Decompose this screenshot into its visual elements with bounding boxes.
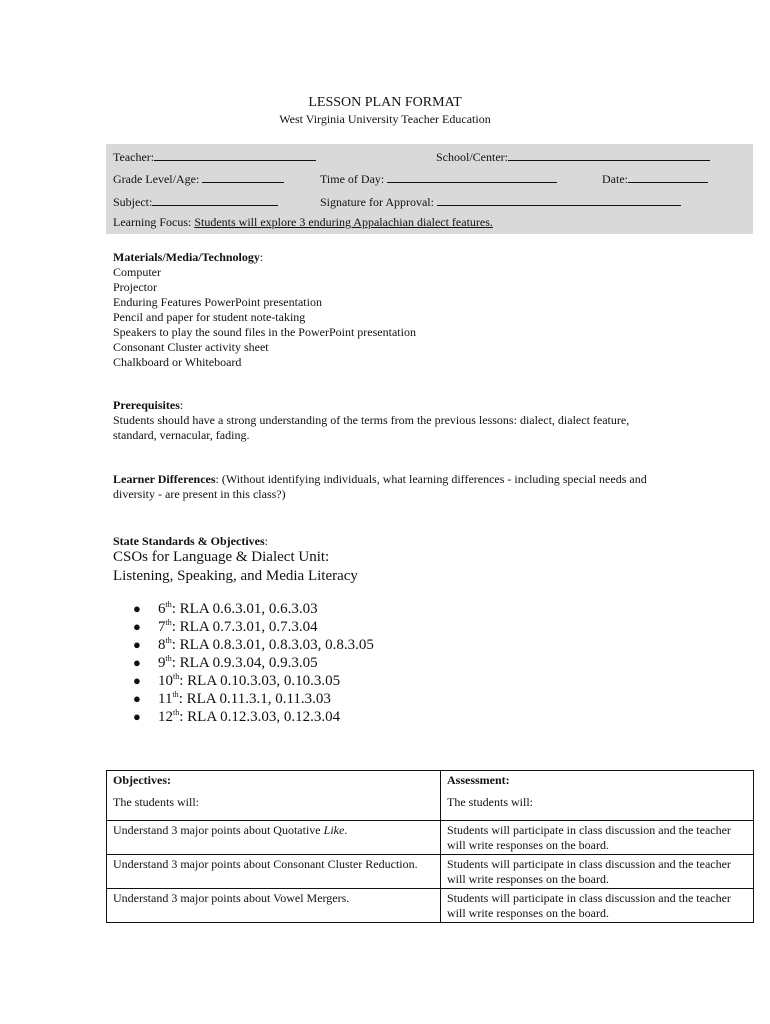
assessment-heading: Assessment (447, 773, 506, 787)
material-item: Computer (113, 265, 161, 279)
standard-item: ● 11th: RLA 0.11.3.1, 0.11.3.03 (133, 690, 331, 707)
cso-line-2: Listening, Speaking, and Media Literacy (113, 568, 358, 584)
objective-cell: Understand 3 major points about Quotative Like. (107, 821, 441, 855)
prerequisites-text: Students should have a strong understanding of the terms from the previous lessons: dialect, dialect feature, standard, vernacular, fading. (113, 413, 630, 442)
teacher-blank[interactable] (154, 148, 316, 161)
table-row (107, 821, 754, 855)
grade-field[interactable]: Grade Level/Age: (113, 170, 284, 187)
material-item: Projector (113, 280, 157, 294)
school-field[interactable]: School/Center: (436, 148, 710, 165)
cso-block (113, 548, 358, 586)
objective-cell: Understand 3 major points about Consonant Cluster Reduction. (107, 855, 441, 889)
table-header-row (107, 771, 754, 821)
bullet-icon: ● (133, 709, 141, 724)
prerequisites-section: Prerequisites: Students should have a strong understanding of the terms from the previous lessons: dialect, dialect feature, standard, vernacular, fading. (113, 398, 673, 443)
assessment-cell: Students will participate in class discussion and the teacher will write responses on the board. (441, 889, 754, 923)
bullet-icon: ● (133, 637, 141, 652)
school-blank[interactable] (508, 148, 710, 161)
table-row (107, 855, 754, 889)
prerequisites-heading: Prerequisites (113, 398, 180, 412)
teacher-field[interactable]: Teacher: (113, 148, 316, 165)
learner-text: (Without identifying individuals, what learning differences - including special needs and diversity - are present in this class?) (113, 472, 647, 501)
bullet-icon: ● (133, 601, 141, 616)
standard-item: ● 12th: RLA 0.12.3.03, 0.12.3.04 (133, 708, 341, 725)
grade-blank[interactable] (202, 170, 284, 183)
objectives-header-cell: Objectives: The students will: (107, 771, 441, 821)
standard-item: ● 7th: RLA 0.7.3.01, 0.7.3.04 (133, 618, 318, 635)
cso-line-1: CSOs for Language & Dialect Unit: (113, 549, 330, 565)
standard-item: ● 6th: RLA 0.6.3.01, 0.6.3.03 (133, 600, 318, 617)
standards-list (133, 600, 374, 726)
objectives-heading: Objectives (113, 773, 167, 787)
subject-blank[interactable] (152, 193, 278, 206)
table-row (107, 889, 754, 923)
materials-heading: Materials/Media/Technology (113, 250, 260, 264)
doc-title: LESSON PLAN FORMAT (308, 95, 462, 110)
time-blank[interactable] (387, 170, 557, 183)
header-info-box (106, 144, 753, 234)
standards-section: State Standards & Objectives: (113, 534, 269, 548)
assessment-subheading: The students will: (447, 795, 533, 809)
material-item: Chalkboard or Whiteboard (113, 355, 242, 369)
bullet-icon: ● (133, 619, 141, 634)
materials-section: Materials/Media/Technology: Computer Projector Enduring Features PowerPoint presentation Pencil and paper for student note-taking Speakers to play the sound files in the PowerPoint presentation Consonant Cluster activity sheet Chalkboard or Whiteboard (113, 250, 416, 369)
standard-item: ● 10th: RLA 0.10.3.03, 0.10.3.05 (133, 672, 341, 689)
standard-item: ● 9th: RLA 0.9.3.04, 0.9.3.05 (133, 654, 318, 671)
date-blank[interactable] (628, 170, 708, 183)
time-field[interactable]: Time of Day: (320, 170, 557, 187)
learning-focus: Learning Focus: Students will explore 3 enduring Appalachian dialect features. (113, 215, 493, 229)
standard-item: ● 8th: RLA 0.8.3.01, 0.8.3.03, 0.8.3.05 (133, 636, 374, 653)
date-field[interactable]: Date: (602, 170, 708, 187)
learner-differences-section: Learner Differences: (Without identifying individuals, what learning differences - including special needs and diversity - are present in this class?) (113, 472, 647, 501)
bullet-icon: ● (133, 673, 141, 688)
signature-field[interactable]: Signature for Approval: (320, 193, 681, 210)
learner-heading: Learner Differences (113, 472, 216, 486)
assessment-cell: Students will participate in class discussion and the teacher will write responses on the board. (441, 855, 754, 889)
material-item: Speakers to play the sound files in the PowerPoint presentation (113, 325, 416, 339)
material-item: Consonant Cluster activity sheet (113, 340, 269, 354)
assessment-cell: Students will participate in class discussion and the teacher will write responses on the board. (441, 821, 754, 855)
learning-focus-value: Students will explore 3 enduring Appalachian dialect features. (194, 215, 493, 229)
bullet-icon: ● (133, 655, 141, 670)
objective-cell: Understand 3 major points about Vowel Mergers. (107, 889, 441, 923)
signature-blank[interactable] (437, 193, 681, 206)
standards-heading: State Standards & Objectives (113, 534, 265, 548)
bullet-icon: ● (133, 691, 141, 706)
doc-subtitle: West Virginia University Teacher Education (279, 112, 491, 126)
subject-field[interactable]: Subject: (113, 193, 278, 210)
material-item: Enduring Features PowerPoint presentation (113, 295, 322, 309)
objectives-assessment-table (106, 770, 754, 923)
material-item: Pencil and paper for student note-taking (113, 310, 306, 324)
assessment-header-cell: Assessment: The students will: (441, 771, 754, 821)
objectives-subheading: The students will: (113, 795, 199, 809)
